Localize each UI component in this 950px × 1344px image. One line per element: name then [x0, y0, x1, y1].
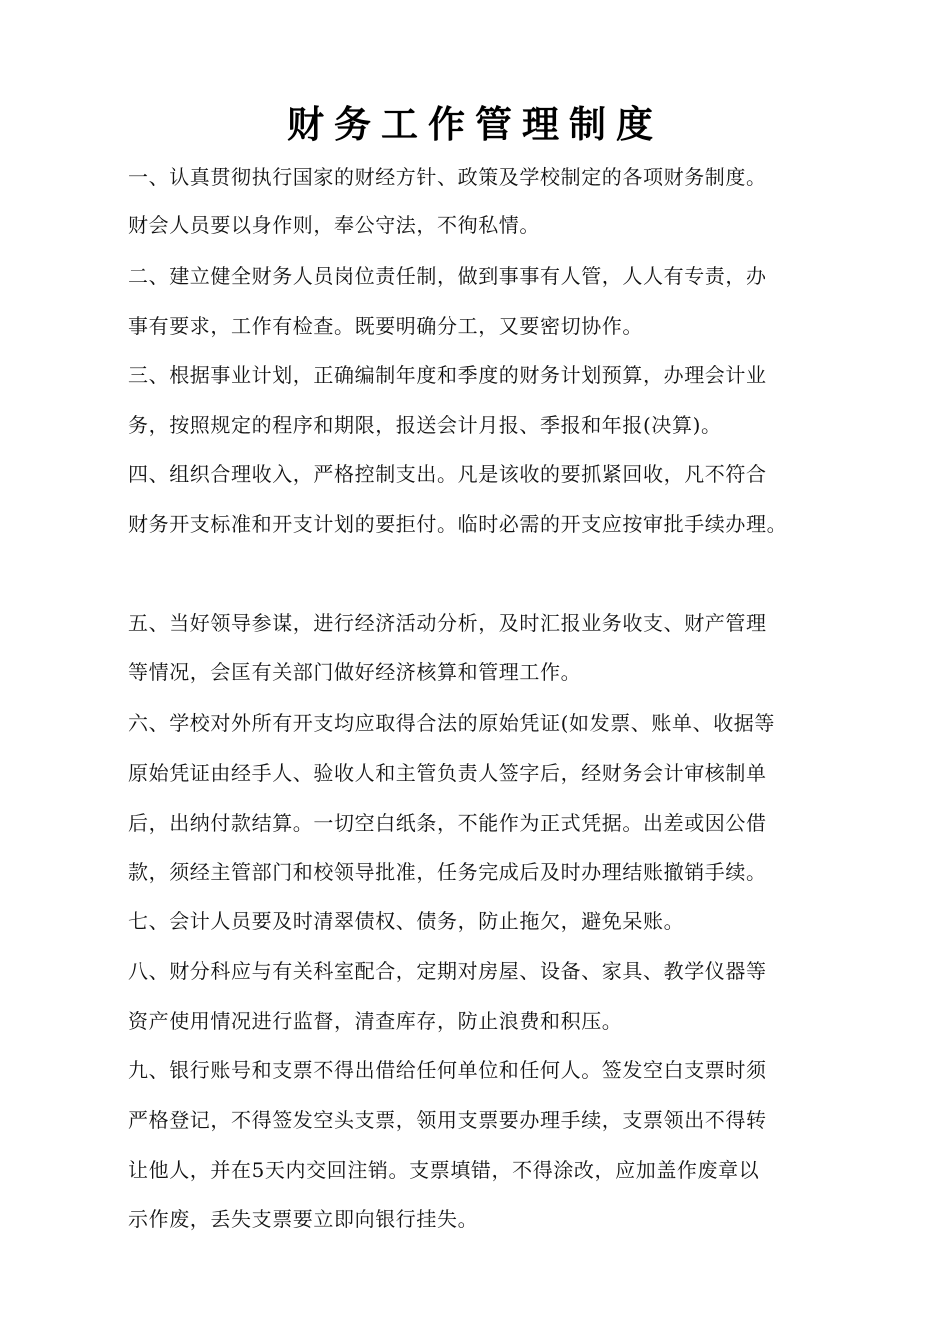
text-line: 款，须经主管部门和校领导批准，任务完成后及时办理结账撤销手续。	[128, 860, 767, 884]
text-line: 资产使用情况进行监督，清查库存，防止浪费和积压。	[128, 1009, 623, 1033]
text-line: 等情况，会匡有关部门做好经济核算和管理工作。	[128, 660, 582, 684]
text-line: 财会人员要以身作则，奉公守法，不徇私情。	[128, 213, 540, 237]
text-line: 一、认真贯彻执行国家的财经方针、政策及学校制定的各项财务制度。	[128, 165, 767, 189]
text-line: 九、银行账号和支票不得出借给任何单位和任何人。签发空白支票时须	[128, 1058, 767, 1082]
text-line: 让他人，并在5天内交回注销。支票填错，不得涂改，应加盖作废章以	[128, 1158, 760, 1182]
text-line: 二、建立健全财务人员岗位责任制，做到事事有人管，人人有专责，办	[128, 264, 767, 288]
document-title: 财务工作管理制度	[287, 102, 663, 146]
text-line: 原始凭证由经手人、验收人和主管负责人签字后，经财务会计审核制单	[128, 761, 767, 785]
text-line: 八、财分科应与有关科室配合，定期对房屋、设备、家具、教学仪器等	[128, 959, 767, 983]
text-line: 三、根据事业计划，正确编制年度和季度的财务计划预算，办理会计业	[128, 363, 767, 387]
text-line: 财务开支标准和开支计划的要拒付。临时必需的开支应按审批手续办理。	[128, 512, 788, 536]
text-line: 五、当好领导参谋，进行经济活动分析，及时汇报业务收支、财产管理	[128, 611, 767, 635]
text-line: 严格登记，不得签发空头支票，领用支票要办理手续，支票领出不得转	[128, 1108, 767, 1132]
text-line: 后，出纳付款结算。一切空白纸条，不能作为正式凭据。出差或因公借	[128, 811, 767, 835]
text-line: 七、会计人员要及时清翠债权、债务，防止拖欠，避免呆账。	[128, 909, 685, 933]
text-line: 事有要求，工作有检查。既要明确分工，又要密切协作。	[128, 314, 643, 338]
text-line: 示作废，丢失支票要立即向银行挂失。	[128, 1207, 479, 1231]
text-line: 六、学校对外所有开支均应取得合法的原始凭证(如发票、账单、收据等	[128, 711, 776, 735]
text-line: 四、组织合理收入，严格控制支出。凡是该收的要抓紧回收，凡不符合	[128, 462, 767, 486]
text-line: 务，按照规定的程序和期限，报送会计月报、季报和年报(决算)。	[128, 413, 722, 437]
